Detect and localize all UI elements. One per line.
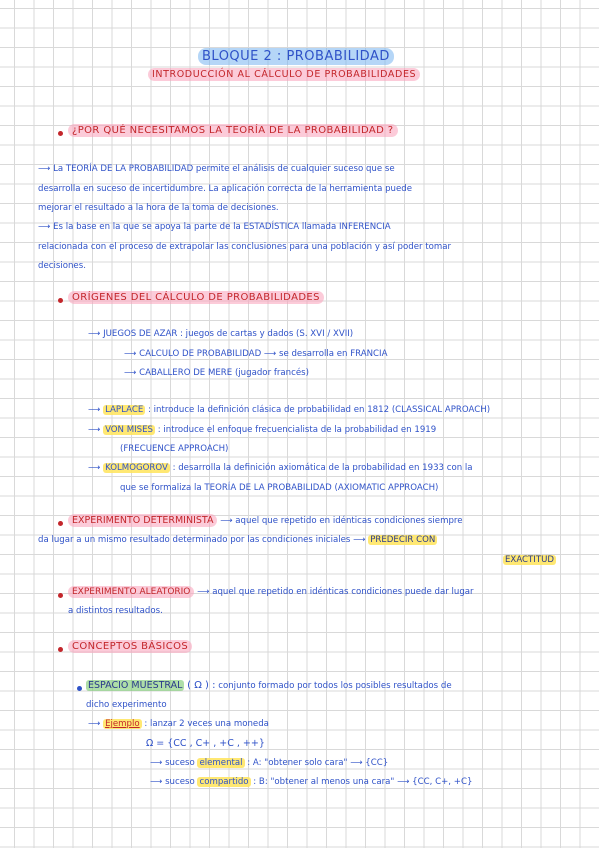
paragraph-line: ⟶ La TEORÍA DE LA PROBABILIDAD permite el análisis de cualquier suceso que se — [38, 164, 395, 174]
paragraph-line: desarrolla en suceso de incertidumbre. La aplicación correcta de la herramienta puede — [38, 184, 413, 194]
arrow-icon: ⟶ — [220, 516, 233, 526]
juegos-line: ⟶ JUEGOS DE AZAR : juegos de cartas y dados (S. XVI / XVII) — [88, 329, 354, 339]
paragraph-line: relacionada con el proceso de extrapolar las conclusiones para una población y así poder tomar — [38, 242, 452, 252]
bullet-icon — [58, 593, 63, 598]
arrow-icon: ⟶ — [88, 463, 101, 473]
aleatorio-line-2: a distintos resultados. — [68, 606, 163, 616]
kolmogorov-line-2: que se formaliza la TEORÍA DE LA PROBABILIDAD (AXIOMATIC APPROACH) — [120, 483, 439, 493]
vonmises-line-2: (FRECUENCE APPROACH) — [120, 444, 229, 454]
bullet-icon — [58, 131, 63, 136]
vonmises-line: ⟶ VON MISES : introduce el enfoque frecuencialista de la probabilidad en 1919 — [88, 425, 437, 435]
caballero-line: ⟶ CABALLERO DE MERE (jugador francés) — [124, 368, 309, 378]
bullet-icon — [58, 298, 63, 303]
arrow-icon: ⟶ — [197, 587, 210, 597]
arrow-icon: ⟶ — [150, 758, 163, 768]
arrow-icon: ⟶ — [124, 349, 137, 359]
page-subtitle: INTRODUCCIÓN AL CÁLCULO DE PROBABILIDADES — [148, 70, 420, 80]
paragraph-line: decisiones. — [38, 261, 86, 271]
arrow-icon: ⟶ — [38, 222, 51, 232]
determinista-line: EXPERIMENTO DETERMINISTA ⟶ aquel que repetido en idénticas condiciones siempre — [68, 516, 463, 526]
arrow-icon: ⟶ — [263, 349, 277, 359]
arrow-icon: ⟶ — [88, 425, 101, 435]
omega-set: Ω = {CC , C+ , +C , ++} — [146, 738, 265, 749]
page-title: BLOQUE 2 : PROBABILIDAD — [198, 50, 394, 63]
bullet-icon — [77, 686, 82, 691]
paragraph-line: ⟶ Es la base en la que se apoya la parte de la ESTADÍSTICA llamada INFERENCIA — [38, 222, 391, 232]
ejemplo-line: ⟶ Ejemplo : lanzar 2 veces una moneda — [88, 719, 269, 729]
bullet-icon — [58, 521, 63, 526]
bullet-icon — [58, 647, 63, 652]
paragraph-line: mejorar el resultado a la hora de la toma de decisiones. — [38, 203, 279, 213]
espacio-muestral-line-2: dicho experimento — [86, 700, 167, 710]
arrow-icon: ⟶ — [150, 777, 163, 787]
arrow-icon: ⟶ — [350, 758, 363, 768]
arrow-icon: ⟶ — [397, 777, 410, 787]
aleatorio-line: EXPERIMENTO ALEATORIO ⟶ aquel que repetido en idénticas condiciones puede dar lugar — [68, 588, 474, 597]
arrow-icon: ⟶ — [38, 164, 51, 174]
kolmogorov-line: ⟶ KOLMOGOROV : desarrolla la definición axiomática de la probabilidad en 1933 con la — [88, 463, 473, 473]
section-heading-concepts: CONCEPTOS BÁSICOS — [68, 642, 192, 652]
section-heading-why: ¿POR QUÉ NECESITAMOS LA TEORÍA DE LA PROBABILIDAD ? — [68, 126, 398, 136]
determinista-line-2: da lugar a un mismo resultado determinado por las condiciones iniciales ⟶ PREDECIR CON — [38, 535, 436, 545]
arrow-icon: ⟶ — [88, 329, 101, 339]
laplace-line: ⟶ LAPLACE : introduce la definición clásica de probabilidad en 1812 (CLASSICAL APROACH) — [88, 405, 491, 415]
espacio-muestral-line: ESPACIO MUESTRAL ( Ω ) : conjunto formado por todos los posibles resultados de — [88, 680, 452, 691]
calculo-line: ⟶ CALCULO DE PROBABILIDAD ⟶ se desarrolla en FRANCIA — [124, 349, 388, 359]
arrow-icon: ⟶ — [88, 719, 101, 729]
suceso-compartido-line: ⟶ suceso compartido : B: "obtener al menos una cara" ⟶ {CC, C+, +C} — [150, 777, 473, 787]
arrow-icon: ⟶ — [124, 368, 137, 378]
section-heading-origins: ORÍGENES DEL CÁLCULO DE PROBABILIDADES — [68, 293, 324, 303]
suceso-elemental-line: ⟶ suceso elemental : A: "obtener solo cara" ⟶ {CC} — [150, 758, 389, 768]
arrow-icon: ⟶ — [88, 405, 101, 415]
exactitud-label: EXACTITUD — [505, 555, 554, 565]
arrow-icon: ⟶ — [353, 535, 366, 545]
